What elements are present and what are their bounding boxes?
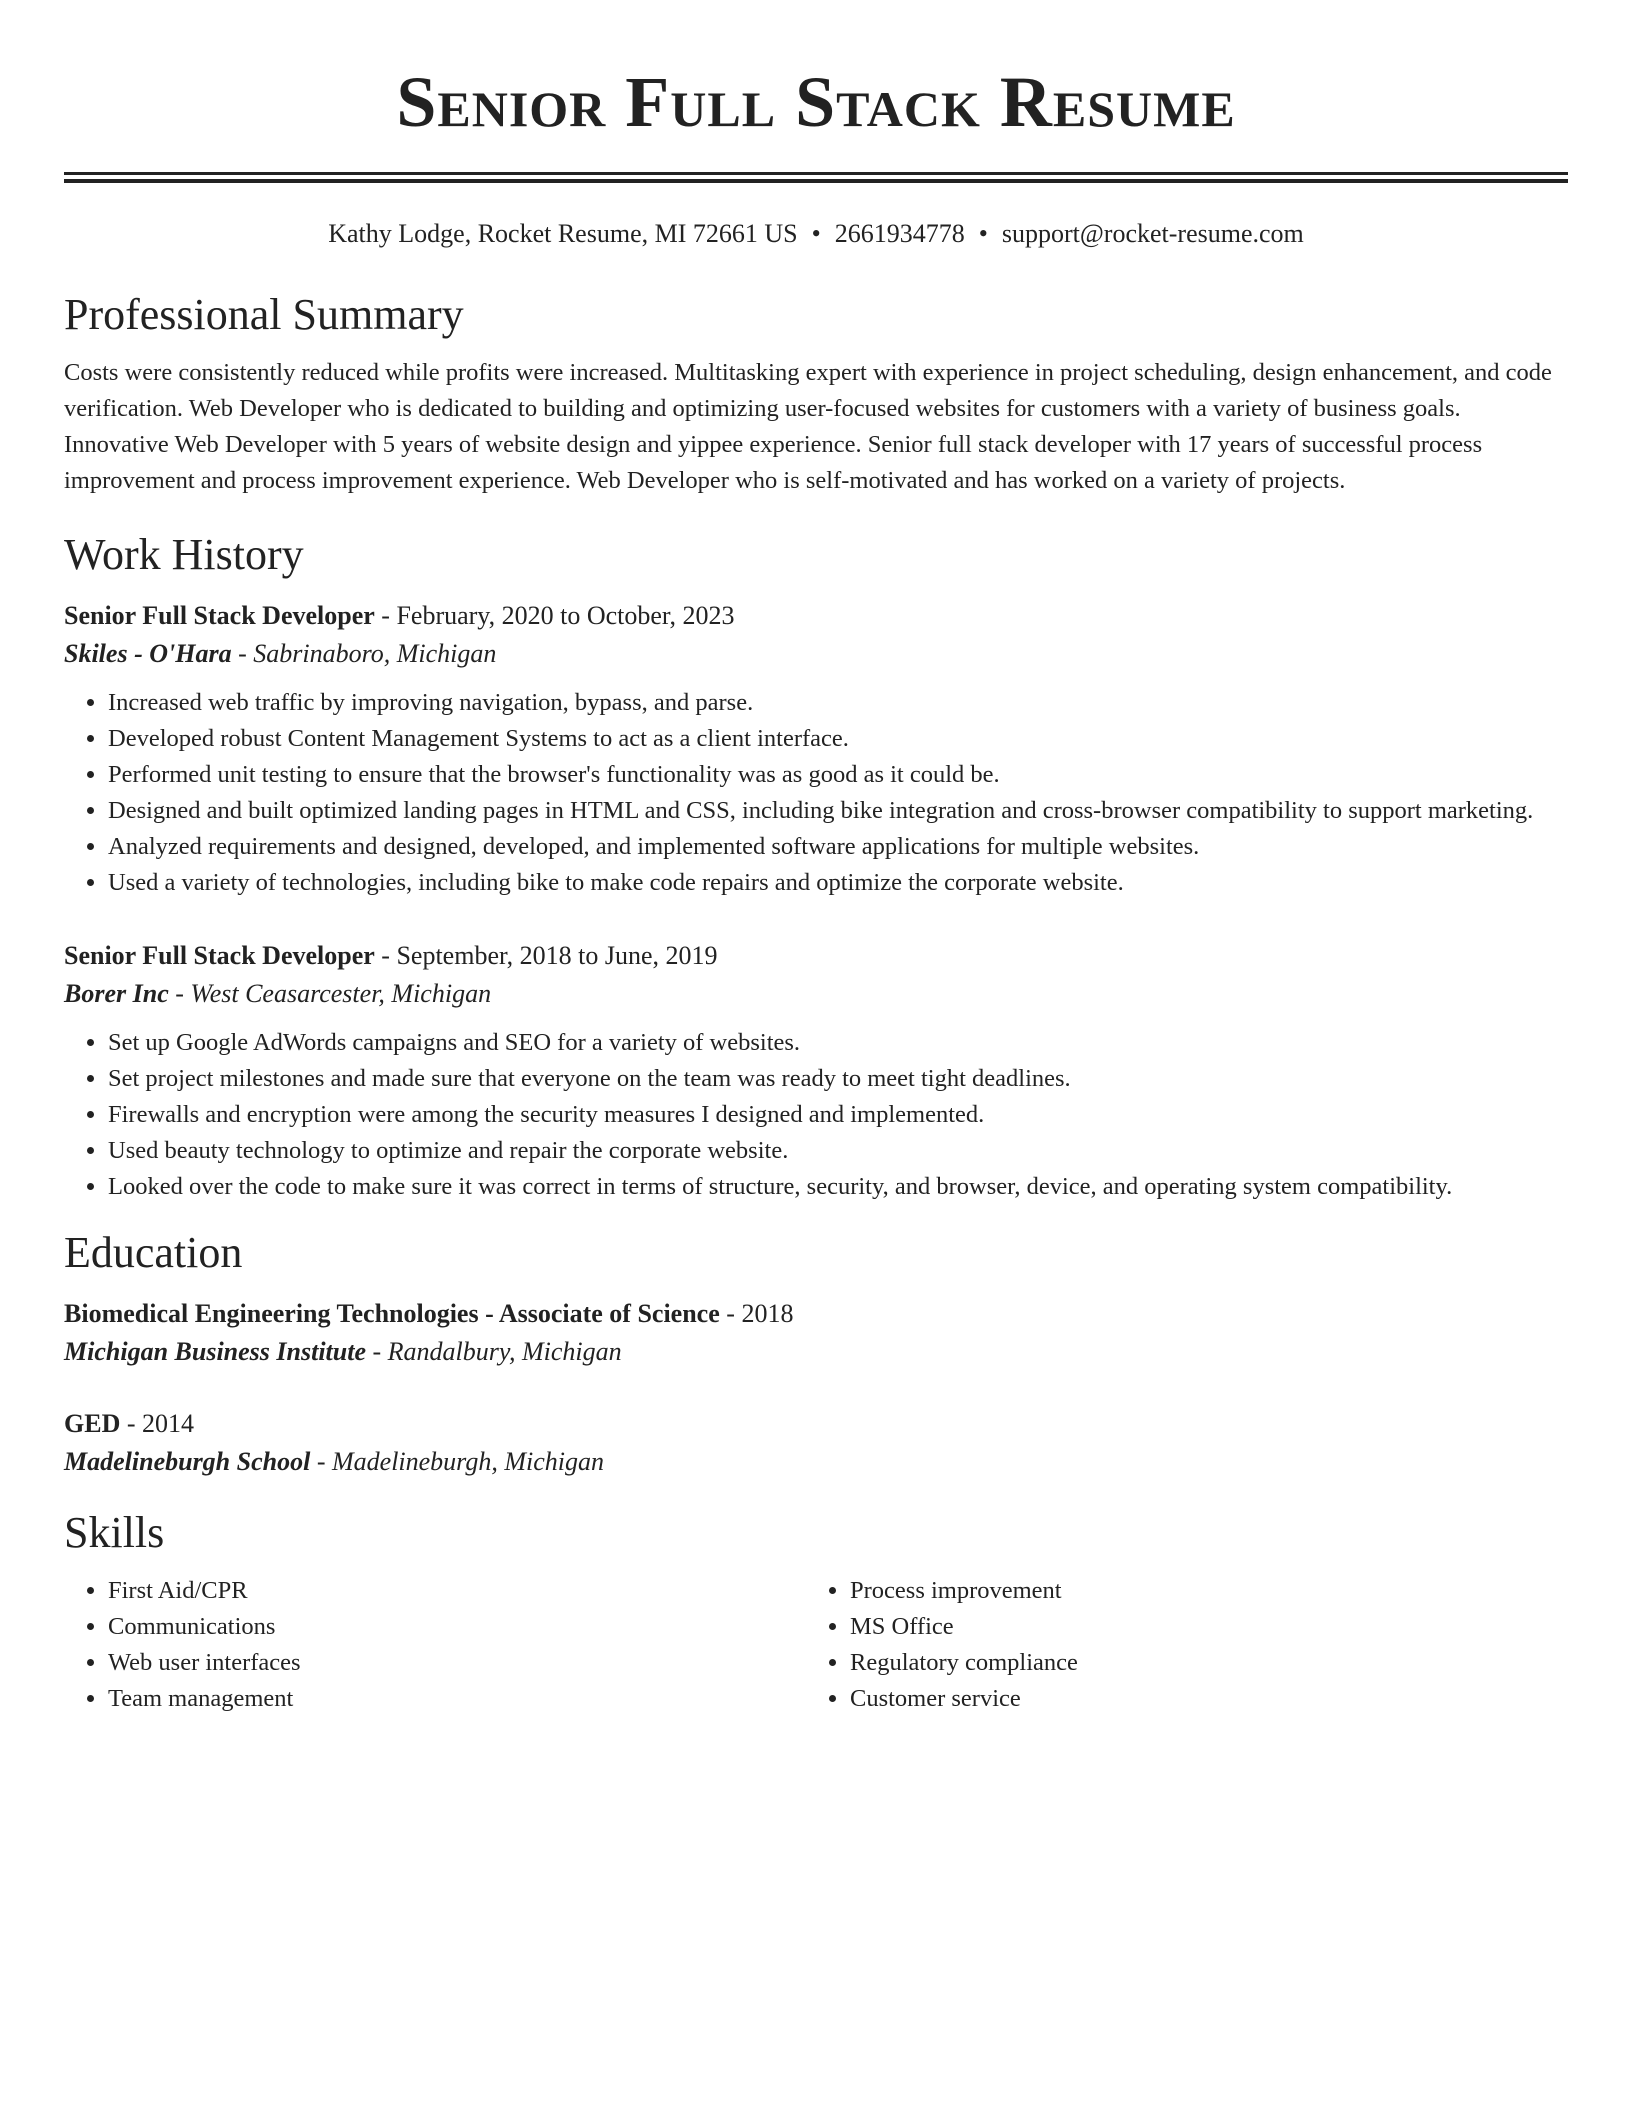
education-school: Michigan Business Institute	[64, 1337, 366, 1366]
education-degree: Biomedical Engineering Technologies - Associate of Science	[64, 1299, 720, 1328]
job-header	[64, 937, 1568, 975]
job-title: Senior Full Stack Developer	[64, 941, 375, 970]
contact-separator: •	[811, 219, 821, 248]
skill-item: • Team management	[108, 1681, 806, 1717]
education-header	[64, 1405, 1568, 1443]
title-double-rule	[64, 172, 1568, 183]
education-entry	[64, 1405, 1568, 1481]
summary-text: Costs were consistently reduced while profits were increased. Multitasking expert with experience in project scheduling, design enhancement, and code verification. Web Developer who is dedicated to building and optimizing user-focused websites for customers with a variety of business goals. Innovative Web Developer with 5 years of website design and yippee experience. Senior full stack developer with 17 years of successful process improvement and process improvement experience. Web Developer who is self-motivated and has worked on a variety of projects.	[64, 359, 1552, 494]
summary-heading: Professional Summary	[64, 290, 464, 339]
skills-list-right	[806, 1573, 1548, 1717]
education-location: Randalbury, Michigan	[387, 1337, 622, 1366]
job-entry	[64, 937, 1568, 1205]
job-bullet: • Looked over the code to make sure it was correct in terms of structure, security, and browser, device, and operating system compatibility.	[108, 1169, 1568, 1205]
education-school: Madelineburgh School	[64, 1447, 311, 1476]
work-history-heading: Work History	[64, 530, 304, 579]
skill-item: • Regulatory compliance	[850, 1645, 1548, 1681]
skills-columns	[64, 1573, 1568, 1717]
skill-item: • Process improvement	[850, 1573, 1548, 1609]
job-bullet: • Performed unit testing to ensure that the browser's functionality was as good as it could be.	[108, 757, 1568, 793]
skill-item: • Web user interfaces	[108, 1645, 806, 1681]
skill-item: • Customer service	[850, 1681, 1548, 1717]
contact-separator: •	[978, 219, 988, 248]
job-dates: February, 2020 to October, 2023	[396, 601, 735, 630]
education-location: Madelineburgh, Michigan	[332, 1447, 604, 1476]
job-bullet: • Designed and built optimized landing pages in HTML and CSS, including bike integration and cross-browser compatibility to support marketing.	[108, 793, 1568, 829]
contact-email: support@rocket-resume.com	[1001, 219, 1304, 248]
job-bullet: • Developed robust Content Management Systems to act as a client interface.	[108, 721, 1568, 757]
job-bullet: • Firewalls and encryption were among the security measures I designed and implemented.	[108, 1097, 1568, 1133]
job-dates: September, 2018 to June, 2019	[396, 941, 718, 970]
skills-list-left	[64, 1573, 806, 1717]
skill-item: • Communications	[108, 1609, 806, 1645]
skill-item: • MS Office	[850, 1609, 1548, 1645]
resume-title: Senior Full Stack Resume	[396, 62, 1236, 142]
education-year: 2014	[142, 1409, 195, 1438]
job-entry	[64, 597, 1568, 901]
dash: -	[120, 1409, 143, 1438]
job-company: Skiles - O'Hara	[64, 639, 232, 668]
dash: -	[374, 601, 397, 630]
job-bullet: • Increased web traffic by improving navigation, bypass, and parse.	[108, 685, 1568, 721]
dash: -	[168, 979, 191, 1008]
dash: -	[366, 1337, 388, 1366]
skill-item: • First Aid/CPR	[108, 1573, 806, 1609]
education-school-line	[64, 1443, 1568, 1481]
contact-address: Kathy Lodge, Rocket Resume, MI 72661 US	[328, 219, 798, 248]
contact-phone: 2661934778	[834, 219, 965, 248]
dash: -	[374, 941, 397, 970]
skills-heading: Skills	[64, 1508, 165, 1557]
education-heading: Education	[64, 1228, 243, 1277]
job-location: Sabrinaboro, Michigan	[253, 639, 497, 668]
job-bullets	[64, 685, 1568, 901]
education-year: 2018	[741, 1299, 794, 1328]
education-degree: GED	[64, 1409, 121, 1438]
job-bullet: • Set project milestones and made sure that everyone on the team was ready to meet tight deadlines.	[108, 1061, 1568, 1097]
dash: -	[719, 1299, 742, 1328]
education-entry	[64, 1295, 1568, 1371]
job-bullets	[64, 1025, 1568, 1205]
job-bullet: • Used beauty technology to optimize and repair the corporate website.	[108, 1133, 1568, 1169]
education-school-line	[64, 1333, 1568, 1371]
job-company-line	[64, 975, 1568, 1013]
dash: -	[310, 1447, 332, 1476]
job-company-line	[64, 635, 1568, 673]
dash: -	[231, 639, 254, 668]
job-title: Senior Full Stack Developer	[64, 601, 375, 630]
contact-line	[64, 217, 1568, 251]
job-bullet: • Used a variety of technologies, including bike to make code repairs and optimize the corporate website.	[108, 865, 1568, 901]
job-header	[64, 597, 1568, 635]
job-bullet: • Analyzed requirements and designed, developed, and implemented software applications for multiple websites.	[108, 829, 1568, 865]
education-header	[64, 1295, 1568, 1333]
job-location: West Ceasarcester, Michigan	[190, 979, 492, 1008]
job-company: Borer Inc	[64, 979, 169, 1008]
job-bullet: • Set up Google AdWords campaigns and SEO for a variety of websites.	[108, 1025, 1568, 1061]
